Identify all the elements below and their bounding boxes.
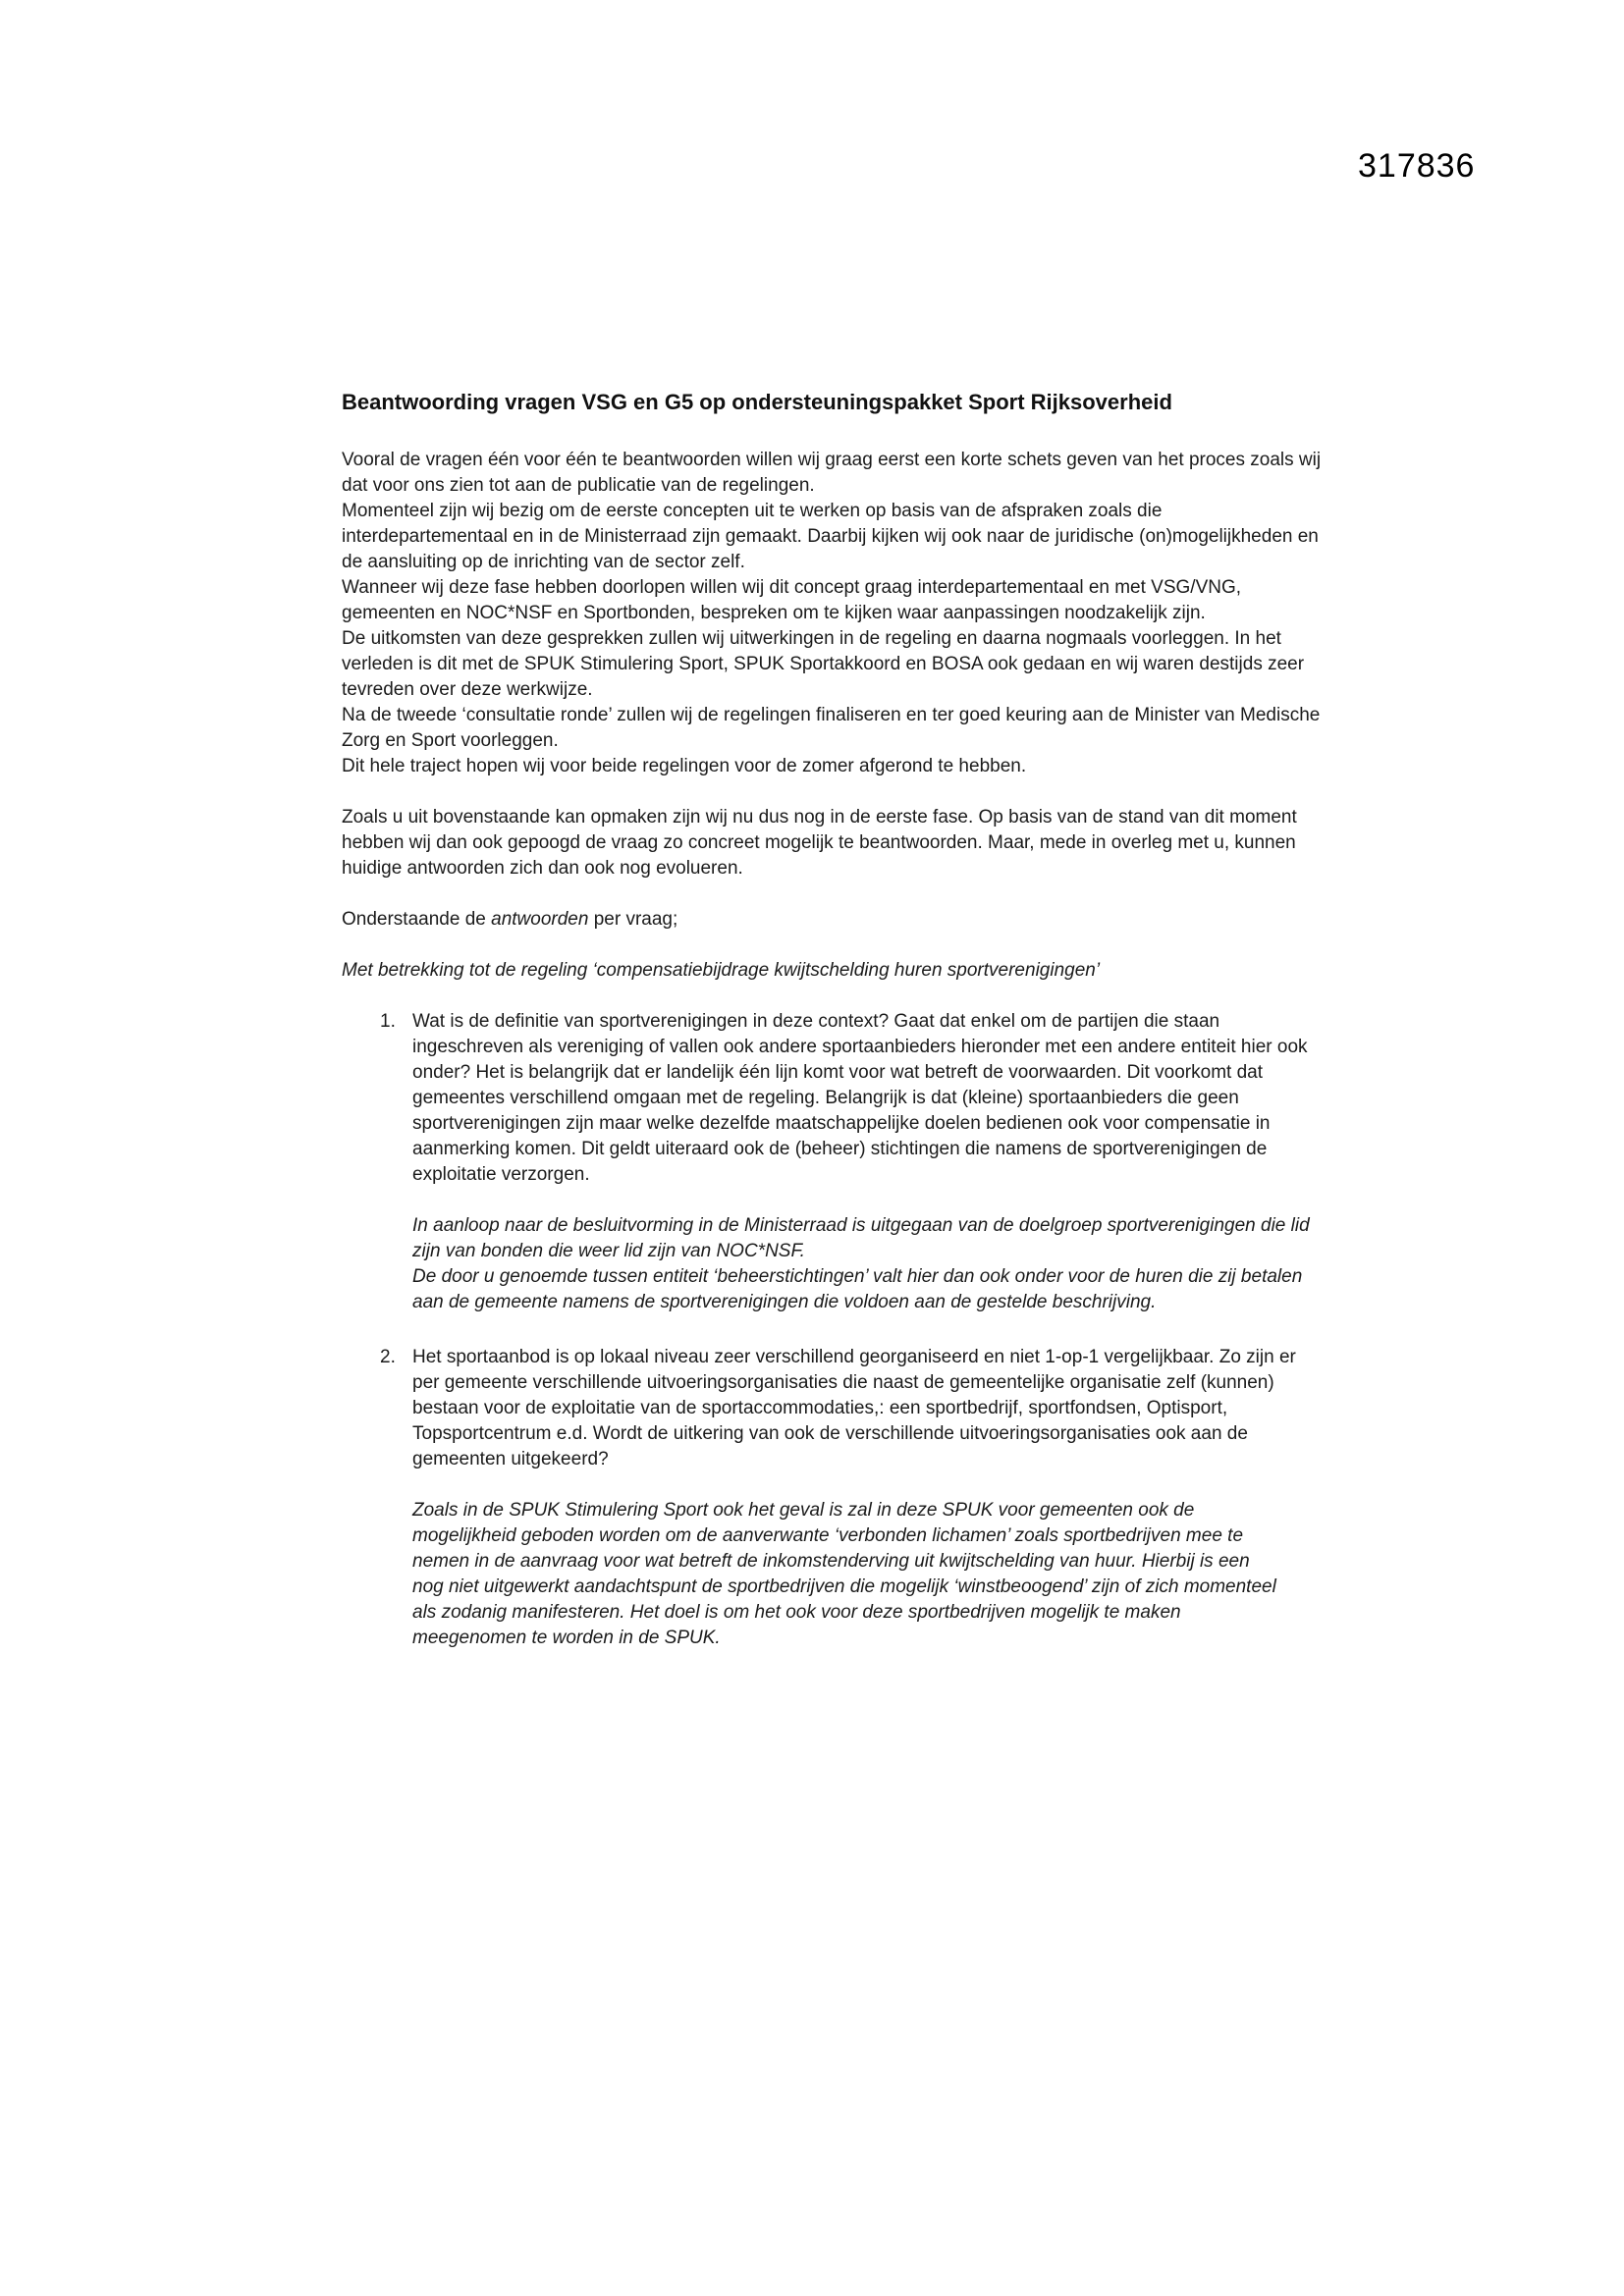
intro-sentence: Na de tweede ‘consultatie ronde’ zullen wij de regelingen finaliseren en ter goed keuring aan de Minister van Medische Zorg en Sport voorleggen.	[342, 705, 1321, 751]
answers-lead-suffix: per vraag;	[588, 909, 678, 930]
question-text: Wat is de definitie van sportverenigingen in deze context? Gaat dat enkel om de partijen die staan ingeschreven als vereniging of vallen ook andere sportaanbieders hieronder met een andere entiteit hier ook onder? Het is belangrijk dat er landelijk één lijn komt voor wat betreft de voorwaarden. Dit voorkomt dat gemeentes verschillend omgaan met de regeling. Belangrijk is dat (kleine) sportaanbieders die geen sportverenigingen zijn maar welke dezelfde maatschappelijke doelen bedienen ook voor compensatie in aanmerking komen. Dit geldt uiteraard ook de (beheer) stichtingen die namens de sportverenigingen de exploitatie verzorgen.	[412, 1011, 1308, 1185]
intro-sentence: Vooral de vragen één voor één te beantwoorden willen wij graag eerst een korte schets geven van het proces zoals wij dat voor ons zien tot aan de publicatie van de regelingen.	[342, 450, 1322, 496]
answer-text: De door u genoemde tussen entiteit ‘beheerstichtingen’ valt hier dan ook onder voor de huren die zij betalen aan de gemeente namens de sportverenigingen die voldoen aan de gestelde beschrijving.	[412, 1266, 1303, 1312]
answers-lead-italic-word: antwoorden	[491, 909, 589, 930]
question-number: 1.	[380, 1011, 396, 1032]
intro-sentence: Momenteel zijn wij bezig om de eerste concepten uit te werken op basis van de afspraken zoals die interdepartementaal en in de Ministerraad zijn gemaakt. Daarbij kijken wij ook naar de juridische (on)mogelijkheden en de aansluiting op de inrichting van de sector zelf.	[342, 501, 1319, 572]
question-body	[412, 1345, 1321, 1651]
intro-paragraph	[342, 448, 1326, 779]
answer-text: In aanloop naar de besluitvorming in de Ministerraad is uitgegaan van de doelgroep sportverenigingen die lid zijn van bonden die weer lid zijn van NOC*NSF.	[412, 1215, 1310, 1261]
question-item-1	[342, 1009, 1326, 1315]
status-paragraph	[342, 805, 1326, 881]
document-content	[342, 389, 1326, 1681]
answers-lead-prefix: Onderstaande de	[342, 909, 492, 930]
document-number: 317836	[1358, 147, 1476, 185]
intro-sentence: Dit hele traject hopen wij voor beide regelingen voor de zomer afgerond te hebben.	[342, 756, 1027, 776]
intro-sentence: Wanneer wij deze fase hebben doorlopen willen wij dit concept graag interdepartementaal en met VSG/VNG, gemeenten en NOC*NSF en Sportbonden, bespreken om te kijken waar aanpassingen noodzakelijk zijn.	[342, 577, 1242, 623]
question-body	[412, 1009, 1321, 1315]
status-text: Zoals u uit bovenstaande kan opmaken zijn wij nu dus nog in de eerste fase. Op basis van de stand van dit moment hebben wij dan ook gepoogd de vraag zo concreet mogelijk te beantwoorden. Maar, mede in overleg met u, kunnen huidige antwoorden zich dan ook nog evolueren.	[342, 807, 1297, 879]
section-heading-regeling: Met betrekking tot de regeling ‘compensatiebijdrage kwijtschelding huren sportverenigingen’	[342, 960, 1101, 981]
question-number: 2.	[380, 1347, 396, 1367]
question-text: Het sportaanbod is op lokaal niveau zeer verschillend georganiseerd en niet 1-op-1 vergelijkbaar. Zo zijn er per gemeente verschillende uitvoeringsorganisaties die naast de gemeentelijke organisatie zelf (kunnen) bestaan voor de exploitatie van de sportaccommodaties,: een sportbedrijf, sportfondsen, Optisport, Topsportcentrum e.d. Wordt de uitkering van ook de verschillende uitvoeringsorganisaties ook aan de gemeenten uitgekeerd?	[412, 1347, 1296, 1469]
answers-lead-line	[342, 907, 1326, 933]
answer-text: Zoals in de SPUK Stimulering Sport ook het geval is zal in deze SPUK voor gemeenten ook de mogelijkheid geboden worden om de aanverwante ‘verbonden lichamen’ zoals sportbedrijven mee te nemen in de aanvraag voor wat betreft de inkomstenderving uit kwijtschelding van huur. Hierbij is een nog niet uitgewerkt aandachtspunt de sportbedrijven die mogelijk ‘winstbeoogend’ zijn of zich momenteel als zodanig manifesteren. Het doel is om het ook voor deze sportbedrijven mogelijk te maken meegenomen te worden in de SPUK.	[412, 1500, 1276, 1648]
page-title: Beantwoording vragen VSG en G5 op ondersteuningspakket Sport Rijksoverheid	[342, 390, 1172, 414]
intro-sentence: De uitkomsten van deze gesprekken zullen wij uitwerkingen in de regeling en daarna nogmaals voorleggen. In het verleden is dit met de SPUK Stimulering Sport, SPUK Sportakkoord en BOSA ook gedaan en wij waren destijds zeer tevreden over deze werkwijze.	[342, 628, 1305, 700]
question-item-2	[342, 1345, 1326, 1651]
